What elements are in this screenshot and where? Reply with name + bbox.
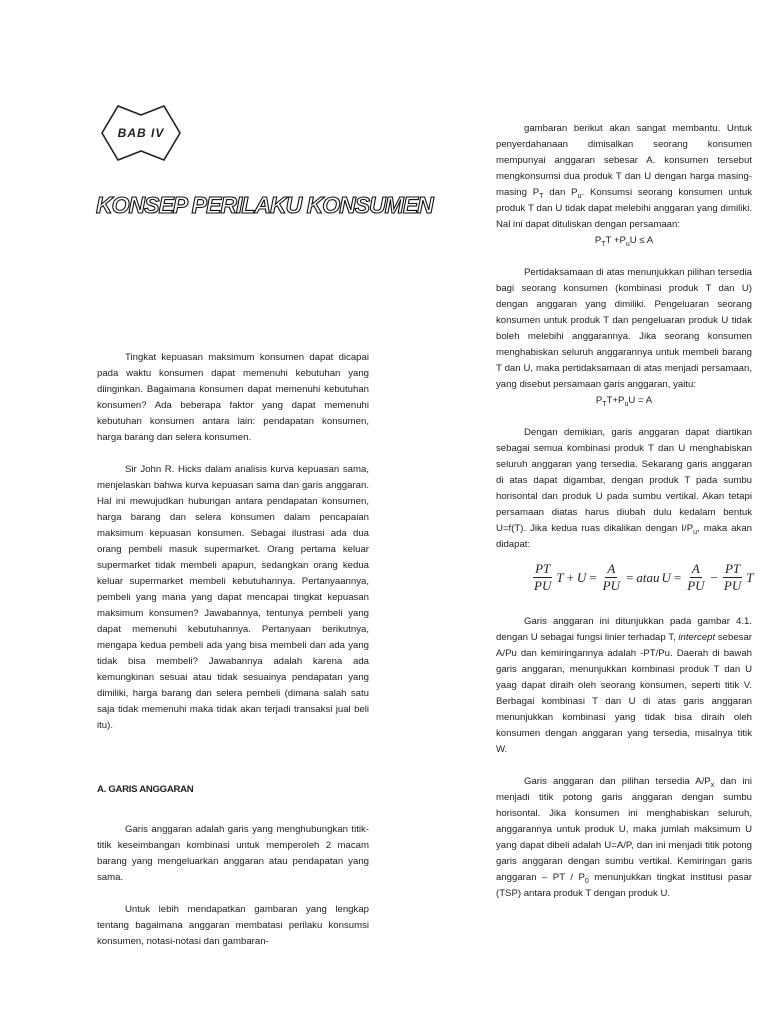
fraction: $\frac{PT}{PU}$: [723, 561, 742, 593]
chapter-label: BAB IV: [117, 126, 165, 140]
fraction: $\frac{A}{PU}$: [602, 561, 620, 593]
paragraph: Untuk lebih mendapatkan gambaran yang lengkap tentang bagaimana anggaran membatasi perilaku konsumsi konsumen, notasi-notasi dan gambaran-: [97, 904, 369, 947]
fraction: $\frac{A}{PU}$: [687, 561, 705, 593]
equation-inequality: $P_TT +P_uU \le A$: [594, 235, 654, 248]
chapter-badge: [98, 102, 184, 164]
paragraph: Garis anggaran ini ditunjukkan pada gambar 4.1. dengan U sebagai fungsi linier terhadap T, intercept sebesar A/Pu dan kemiringannya adalah -PT/Pu. Daerah di bawah garis anggaran, menunjukkan kombinasi produk T dan U yaag dapat diraih oleh seorang konsumen, seperti titik V. Berbagai kombinasi T dan U di atas garis anggaran menunjukkan kombinasi yang tidak bisa diraih oleh konsumen dengan anggaran yang tersedia, misalnya titik W.: [496, 616, 753, 755]
paragraph: Tingkat kepuasan maksimum konsumen dapat dicapai pada waktu konsumen dapat memenuhi kebutuhan yang diinginkan. Bagaimana konsumen dapat memenuhi kebutuhan konsumen? Ada beberapa faktor yang dapat memenuhi kebutuhan konsumen antara lain: pendapatan konsumen, harga barang dan selera konsumen.: [97, 352, 369, 443]
fraction: $\frac{PT}{PU}$: [534, 561, 552, 593]
paragraph: Pertidaksamaan di atas menunjukkan pilihan tersedia bagi seorang konsumen (kombinasi produk T dan U) dengan anggaran yang dimiliki. Pengeluaran seorang konsumen untuk produk T dan pengeluaran produk U tidak boleh melebihi anggarannya. Jika seorang konsumen menghabiskan seluruh anggarannya untuk membeli barang T dan U, maka pertidaksamaan di atas menjadi persamaan, yang disebut persamaan garis anggaran, yaitu:: [496, 267, 752, 390]
paragraph: Garis anggaran adalah garis yang menghubungkan titik-titik keseimbangan kombinasi untuk memperoleh 2 macam barang yang mengeluarkan anggaran atau pendapatan yang sama.: [97, 824, 369, 883]
section-heading: A. GARIS ANGGARAN: [97, 784, 194, 795]
chapter-title: KONSEP PERILAKU KONSUMEN: [96, 192, 433, 218]
paragraph: gambaran berikut akan sangat membantu. Untuk penyerdahanaan dimisalkan seorang konsumen mempunyai anggaran sebesar A. konsumen tersebut mengkonsumsi dua produk T dan U dengan harga masing-masing $P_T$ dan $P_u$. Konsumsi seorang konsumen untuk produk T dan U tidak dapat melebihi anggaran yang dimiliki. Nal ini dapat dituliskan dengan persamaan:: [496, 123, 752, 230]
left-column: [97, 350, 369, 950]
formula-budget-line: $\frac{PT}{PU}$ T + U = $\frac{A}{PU}$ = atau U = $\frac{A}{PU}$ − $\frac{PT}{PU}$ T: [534, 561, 754, 593]
right-column: [496, 121, 752, 902]
paragraph: Sir John R. Hicks dalam analisis kurva kepuasan sama, menjelaskan bahwa kurva kepuasan sama dan garis anggaran. Hal ini mewujudkan hubungan antara pendapatan konsumen, harga barang dan selera konsumen dalam pencapaian maksimum kepuasan konsumen. Sebagai ilustrasi ada dua orang pembeli masuk supermarket. Orang pertama keluar supermarket tidak membeli apapun, sedangkan orang kedua keluar supermarket membeli kebutuhannya. Pertanyaannya, pembeli yang mana yang dapat mencapai tingkat kepuasan maksimum konsumen? Jawabannya, tentunya pembeli yang dapat memenuhi kebutuhannya. Pertanyaan berikutnya, mengapa kedua pembeli ada yang bisa membeli dan ada yang tidak bisa membeli? Jawabannya adalah karena ada kemungkinan sesuai atau tidak sesuainya pendapatan yang dimiliki, harga barang dan selera pembeli (dimana salah satu saja tidak memenuhi maka tidak akan terjadi transaksi jual beli itu).: [97, 464, 369, 731]
equation-budget-line: $P_TT+P_uU = A$: [595, 395, 653, 408]
paragraph: Garis anggaran dan pilihan tersedia $A/P_x$ dan ini menjadi titik potong garis anggaran dengan sumbu horisontal. Jika konsumen ini menghabiskan seluruh, anggarannya untuk produk U, maka jumlah maksimum U yang dapat dibeli adalah U=A/P, dan ini menjadi titik potong garis anggaran dengan sumbu vertikal. Kemiringan garis anggaran – PT / $P_0$ menunjukkan tingkat institusi pasar (TSP) antara produk T dengan produk U.: [496, 776, 752, 899]
paragraph: Dengan demikian, garis anggaran dapat diartikan sebagai semua kombinasi produk T dan U menghabiskan seluruh anggaran yang tersedia. Sekarang garis anggaran di atas dapat digambar, dengan produk T pada sumbu horisontal dan produk U pada sumbu vertikal. Akan tetapi persamaan diatas harus diubah dulu kedalam bentuk U=f(T). Jika kedua ruas dikalikan dengan $I/P_u$, maka akan didapat:: [496, 427, 753, 550]
